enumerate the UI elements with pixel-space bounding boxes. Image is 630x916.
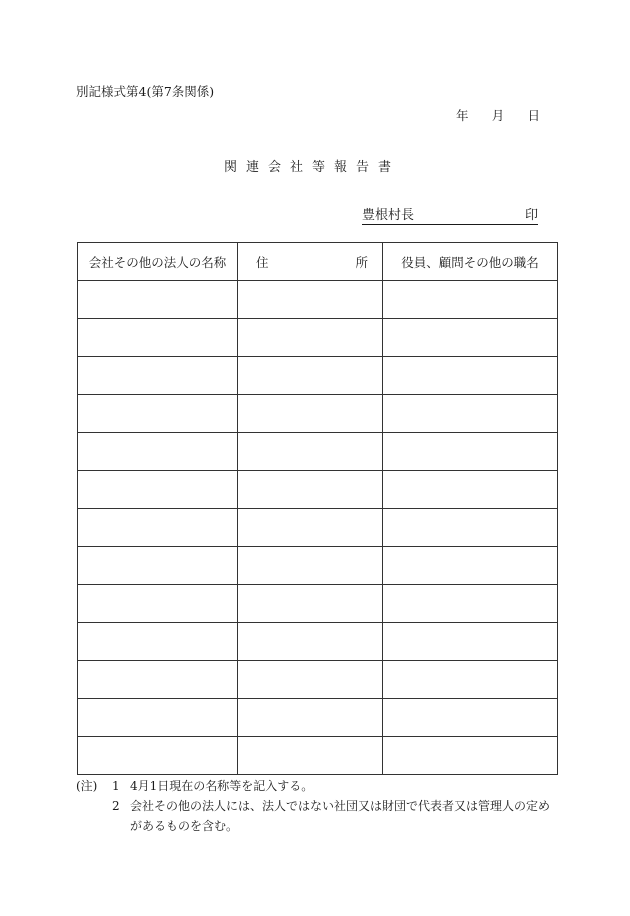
table-row: [78, 699, 558, 737]
company-name-cell[interactable]: [78, 281, 238, 319]
document-title: 関連会社等報告書: [224, 160, 401, 175]
address-cell[interactable]: [238, 509, 383, 547]
note-continuation: があるものを含む。: [130, 819, 239, 833]
company-name-cell[interactable]: [78, 509, 238, 547]
table-header-row: [78, 243, 558, 281]
date-line: [456, 106, 540, 124]
seal-mark: 印: [524, 208, 538, 223]
table-row: [78, 319, 558, 357]
report-table: [77, 242, 558, 775]
address-cell[interactable]: [238, 699, 383, 737]
address-cell[interactable]: [238, 623, 383, 661]
company-name-cell[interactable]: [78, 661, 238, 699]
column-header-company-name: 会社その他の法人の名称: [78, 243, 238, 281]
addressee-name: 豊根村長: [362, 208, 415, 223]
company-name-cell[interactable]: [78, 699, 238, 737]
form-reference: 別記様式第4(第7条関係): [76, 84, 215, 99]
table-row: [78, 623, 558, 661]
company-name-cell[interactable]: [78, 433, 238, 471]
company-name-cell[interactable]: [78, 737, 238, 775]
address-cell[interactable]: [238, 585, 383, 623]
address-header-part2: 所: [355, 254, 368, 270]
position-cell[interactable]: [383, 395, 558, 433]
table-row: [78, 395, 558, 433]
address-cell[interactable]: [238, 281, 383, 319]
table-row: [78, 737, 558, 775]
position-cell[interactable]: [383, 509, 558, 547]
company-name-cell[interactable]: [78, 319, 238, 357]
table-row: [78, 585, 558, 623]
address-cell[interactable]: [238, 357, 383, 395]
table-row: [78, 547, 558, 585]
table-row: [78, 281, 558, 319]
table-body: [78, 281, 558, 775]
company-name-cell[interactable]: [78, 547, 238, 585]
position-cell[interactable]: [383, 281, 558, 319]
address-header-part1: 住: [256, 254, 269, 270]
note-text: 会社その他の法人には、法人ではない社団又は財団で代表者又は管理人の定め: [130, 799, 551, 813]
notes-label: (注): [76, 779, 98, 793]
table-row: [78, 471, 558, 509]
address-cell[interactable]: [238, 471, 383, 509]
company-name-cell[interactable]: [78, 471, 238, 509]
address-cell[interactable]: [238, 737, 383, 775]
position-cell[interactable]: [383, 433, 558, 471]
column-header-address: [238, 243, 383, 281]
position-cell[interactable]: [383, 319, 558, 357]
address-cell[interactable]: [238, 433, 383, 471]
position-cell[interactable]: [383, 357, 558, 395]
date-day: 日: [527, 108, 540, 123]
address-cell[interactable]: [238, 395, 383, 433]
position-cell[interactable]: [383, 585, 558, 623]
date-year: 年: [456, 108, 469, 123]
position-cell[interactable]: [383, 699, 558, 737]
position-cell[interactable]: [383, 737, 558, 775]
position-cell[interactable]: [383, 471, 558, 509]
company-name-cell[interactable]: [78, 623, 238, 661]
company-name-cell[interactable]: [78, 395, 238, 433]
table-row: [78, 509, 558, 547]
position-cell[interactable]: [383, 547, 558, 585]
note-item-1: [76, 776, 550, 796]
note-text: 4月1日現在の名称等を記入する。: [130, 779, 314, 793]
table-row: [78, 661, 558, 699]
position-cell[interactable]: [383, 661, 558, 699]
addressee-line: [362, 204, 538, 225]
note-item-2: [76, 796, 550, 816]
address-cell[interactable]: [238, 319, 383, 357]
note-number: 1: [112, 779, 120, 793]
column-header-position: 役員、顧問その他の職名: [383, 243, 558, 281]
notes-section: [76, 776, 550, 836]
table-row: [78, 357, 558, 395]
address-cell[interactable]: [238, 547, 383, 585]
note-number: 2: [112, 799, 120, 813]
address-cell[interactable]: [238, 661, 383, 699]
date-month: 月: [491, 108, 505, 123]
table-row: [78, 433, 558, 471]
company-name-cell[interactable]: [78, 585, 238, 623]
company-name-cell[interactable]: [78, 357, 238, 395]
position-cell[interactable]: [383, 623, 558, 661]
